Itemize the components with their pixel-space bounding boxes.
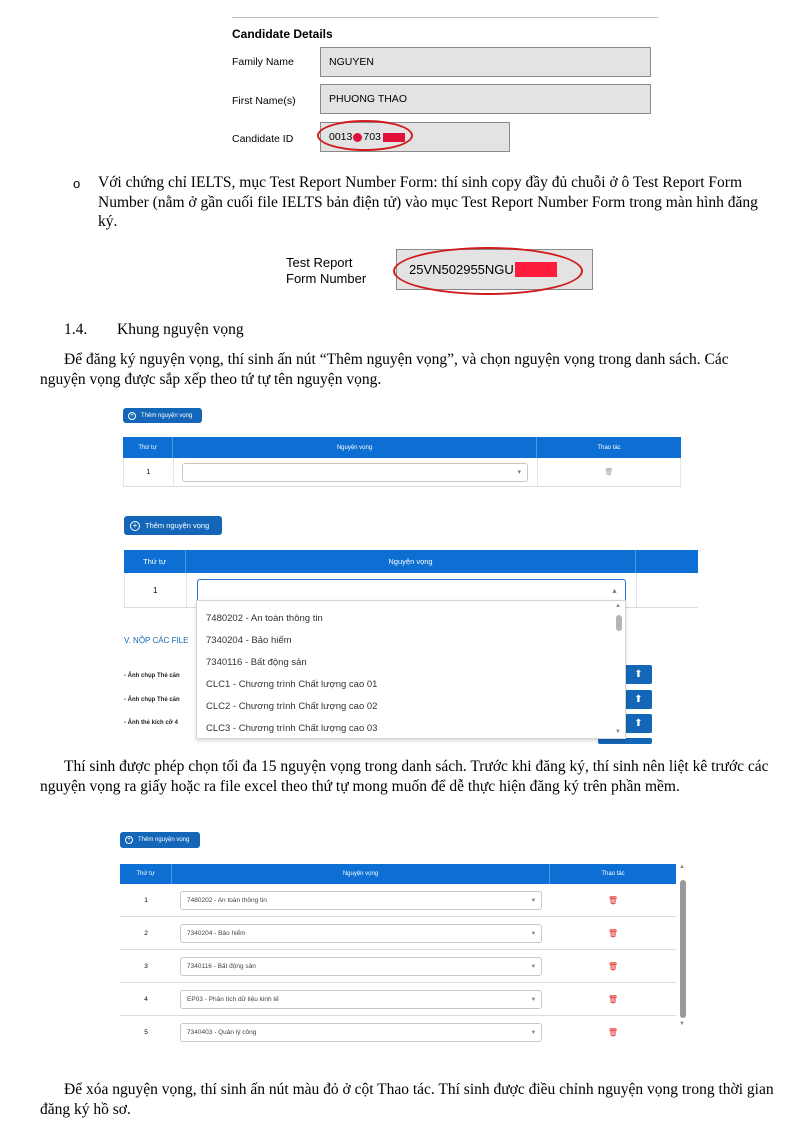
table-row [120, 884, 676, 917]
add-wish-button-label: Thêm nguyện vọng [138, 837, 190, 843]
upload-section-label: V. NỘP CÁC FILE [124, 636, 189, 645]
family-name-value: NGUYEN [329, 56, 374, 68]
row-index: 1 [144, 896, 148, 904]
trash-icon[interactable]: 🗑 [607, 1027, 619, 1037]
scroll-down-icon[interactable]: ▼ [679, 1021, 685, 1027]
wish-select-value: 7340403 - Quản lý công [187, 1028, 257, 1036]
first-name-label: First Name(s) [232, 95, 296, 107]
plus-circle-icon: + [128, 412, 136, 420]
row-index: 1 [125, 573, 187, 607]
table-row [120, 950, 676, 983]
dropdown-option[interactable]: CLC2 - Chương trình Chất lượng cao 02 [206, 700, 378, 712]
trf-label-line1: Test Report [286, 255, 353, 270]
candidate-details-title: Candidate Details [232, 27, 333, 41]
wish-select-value: 7340204 - Bảo hiểm [187, 929, 246, 937]
wish-select[interactable] [180, 924, 542, 943]
dropdown-option[interactable]: 7480202 - An toàn thông tin [206, 612, 323, 624]
highlight-ellipse [393, 247, 583, 295]
first-name-value: PHUONG THAO [329, 93, 407, 105]
wish-dropdown-list [196, 600, 626, 739]
upload-row-label: - Ảnh chụp Thẻ căn [124, 697, 180, 703]
bullet: o [73, 176, 81, 191]
row-index: 4 [144, 995, 148, 1003]
top-divider [232, 17, 658, 18]
trash-icon[interactable]: 🗑 [607, 895, 619, 905]
row-index: 1 [124, 458, 174, 486]
table-scrollbar-thumb[interactable] [680, 880, 686, 1018]
scroll-up-icon[interactable]: ▲ [615, 603, 621, 609]
dropdown-option[interactable]: 7340204 - Bảo hiểm [206, 634, 292, 646]
col-order: Thứ tự [124, 550, 186, 573]
dropdown-option[interactable]: 7340116 - Bất động sản [206, 656, 307, 668]
table-row [123, 458, 681, 487]
chevron-down-icon: ▾ [531, 897, 535, 904]
highlight-ellipse [317, 120, 413, 151]
scroll-up-icon[interactable]: ▲ [679, 864, 685, 870]
table-row [120, 983, 676, 1016]
paragraph-delete-wish: Để xóa nguyện vọng, thí sinh ấn nút màu đỏ ở cột Thao tác. Thí sinh được điều chỉnh nguyện vọng trong thời gian đăng ký hồ sơ. [40, 1081, 774, 1118]
wish-select[interactable] [182, 463, 528, 482]
plus-circle-icon: + [130, 521, 140, 531]
wish-table-header [124, 550, 698, 573]
candidate-id-label: Candidate ID [232, 133, 294, 145]
ielts-note-text: Với chứng chỉ IELTS, mục Test Report Number Form: thí sinh copy đầy đủ chuỗi ở ô Test Report Form Number (nằm ở gần cuối file IELTS bản điện tử) vào mục Test Report Number Form trong màn hình đăng ký. [98, 174, 758, 230]
wish-select[interactable] [180, 957, 542, 976]
table-row [120, 1016, 676, 1048]
add-wish-button[interactable] [120, 832, 200, 848]
section-title: Khung nguyện vọng [117, 321, 244, 338]
dropdown-option[interactable]: CLC1 - Chương trình Chất lượng cao 01 [206, 678, 378, 690]
candidate-id-partial: 703 [363, 131, 381, 143]
candidate-id-value: 0013 [329, 131, 353, 143]
add-wish-button-label: Thêm nguyện vọng [145, 521, 210, 530]
chevron-down-icon: ▾ [531, 1029, 535, 1036]
wish-select-value: EP03 - Phân tích dữ liệu kinh tế [187, 995, 279, 1003]
trash-icon[interactable]: 🗑 [607, 994, 619, 1004]
chevron-down-icon: ▾ [517, 469, 521, 476]
wish-table-header [123, 437, 681, 458]
col-action: Thao tác [601, 871, 625, 877]
table-row [120, 917, 676, 950]
wish-table-header [120, 864, 676, 884]
col-wish: Nguyện vọng [172, 864, 550, 884]
col-action: Thao tác [597, 444, 621, 451]
add-wish-button[interactable] [124, 516, 222, 535]
trash-icon[interactable]: 🗑 [607, 961, 619, 971]
trash-icon[interactable]: 🗑 [607, 928, 619, 938]
chevron-up-icon: ▴ [612, 585, 617, 595]
first-name-field[interactable] [320, 84, 651, 114]
paragraph-max-wishes: Thí sinh được phép chọn tối đa 15 nguyện vọng trong danh sách. Trước khi đăng ký, thí sinh nên liệt kê trước các nguyện vọng ra giấy hoặc ra file excel theo thứ tự mong muốn để dễ thực hiện đăng ký trên phần mềm. [40, 758, 769, 795]
row-index: 2 [144, 929, 148, 937]
row-index: 3 [144, 962, 148, 970]
trf-label [286, 255, 366, 287]
wish-select-open[interactable] [197, 579, 626, 602]
wish-select[interactable] [180, 990, 542, 1009]
col-order: Thứ tự [123, 437, 173, 458]
wish-table-body [120, 884, 676, 1037]
wish-select-value: 7480202 - An toàn thông tin [187, 896, 267, 904]
wish-select[interactable] [180, 1023, 542, 1042]
upload-row-label: - Ảnh chụp Thẻ căn [124, 673, 180, 679]
add-wish-button-label: Thêm nguyện vọng [141, 412, 193, 419]
trash-icon[interactable]: 🗑 [604, 468, 614, 476]
section-number: 1.4. [64, 321, 88, 338]
dropdown-option[interactable]: CLC3 - Chương trình Chất lượng cao 03 [206, 722, 378, 734]
col-order: Thứ tự [120, 864, 172, 884]
row-index: 5 [144, 1028, 148, 1036]
upload-icon[interactable]: ⬆ [625, 690, 652, 709]
add-wish-button[interactable] [123, 408, 202, 423]
upload-row-label: - Ảnh thẻ kích cỡ 4 [124, 720, 178, 726]
chevron-down-icon: ▾ [531, 930, 535, 937]
col-action [636, 550, 698, 573]
family-name-field[interactable] [320, 47, 651, 77]
scroll-down-icon[interactable]: ▼ [615, 729, 621, 735]
col-wish: Nguyện vọng [186, 550, 636, 573]
paragraph-add-wish: Để đăng ký nguyện vọng, thí sinh ấn nút “Thêm nguyện vọng”, và chọn nguyện vọng trong danh sách. Các nguyện vọng được sắp xếp theo tứ tự tên nguyện vọng. [40, 351, 729, 388]
trf-value: 25VN502955NGU [409, 262, 514, 277]
plus-circle-icon: + [125, 836, 133, 844]
trf-label-line2: Form Number [286, 271, 367, 286]
chevron-down-icon: ▾ [531, 996, 535, 1003]
wish-select-value: 7340116 - Bất động sản [187, 962, 256, 970]
family-name-label: Family Name [232, 56, 294, 68]
chevron-down-icon: ▾ [531, 963, 535, 970]
upload-icon[interactable]: ⬆ [625, 714, 652, 733]
dropdown-scrollbar-thumb[interactable] [616, 615, 622, 631]
col-wish: Nguyện vọng [173, 437, 537, 458]
wish-select[interactable] [180, 891, 542, 910]
upload-icon[interactable]: ⬆ [625, 665, 652, 684]
